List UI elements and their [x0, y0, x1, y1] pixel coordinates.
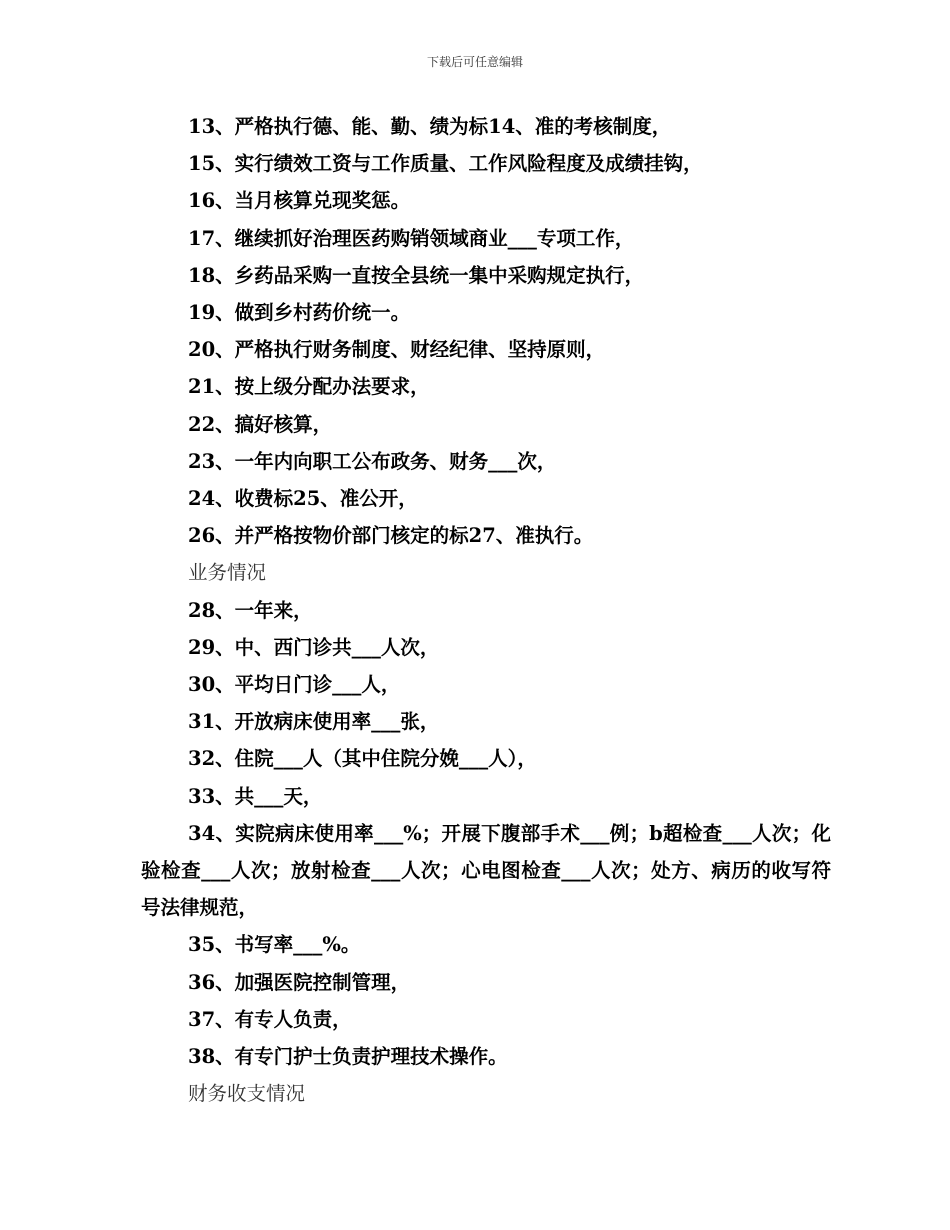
paragraph-33: 33、共___天， [188, 784, 323, 808]
paragraph-34: 34、实院病床使用率___%；开展下腹部手术___例；b超检查___人次；化验检查___人次；放射检查___人次；心电图检查___人次；处方、病历的收写符号法律规范， [141, 821, 831, 920]
paragraph-16: 16、当月核算兑现奖惩。 [188, 189, 411, 213]
paragraph-22: 22、搞好核算， [188, 412, 333, 436]
section-heading-business: 业务情况 [188, 561, 267, 585]
paragraph-28: 28、一年来， [188, 598, 313, 622]
paragraph-37: 37、有专人负责， [188, 1007, 352, 1031]
paragraph-26: 26、并严格按物价部门核定的标27、准执行。 [188, 524, 594, 548]
section-heading-finance: 财务收支情况 [188, 1082, 306, 1106]
paragraph-31: 31、开放病床使用率___张， [188, 710, 440, 734]
paragraph-32: 32、住院___人（其中住院分娩___人）， [188, 747, 537, 771]
document-body [141, 108, 831, 1112]
paragraph-20: 20、严格执行财务制度、财经纪律、坚持原则， [188, 338, 606, 362]
paragraph-30: 30、平均日门诊___人， [188, 673, 401, 697]
page-header: 下载后可任意编辑 [426, 55, 523, 69]
paragraph-19: 19、做到乡村药价统一。 [188, 301, 411, 325]
paragraph-24: 24、收费标25、准公开， [188, 487, 418, 511]
paragraph-36: 36、加强医院控制管理， [188, 970, 411, 994]
paragraph-23: 23、一年内向职工公布政务、财务___次， [188, 449, 557, 473]
paragraph-18: 18、乡药品采购一直按全县统一集中采购规定执行， [188, 263, 645, 287]
paragraph-35: 35、书写率___%。 [188, 933, 361, 957]
paragraph-29: 29、中、西门诊共___人次， [188, 635, 440, 659]
paragraph-13: 13、严格执行德、能、勤、绩为标14、准的考核制度， [188, 115, 672, 138]
paragraph-17: 17、继续抓好治理医药购销领域商业___专项工作， [188, 226, 635, 250]
paragraph-38: 38、有专门护士负责护理技术操作。 [188, 1045, 508, 1069]
paragraph-21: 21、按上级分配办法要求， [188, 375, 430, 399]
paragraph-15: 15、实行绩效工资与工作质量、工作风险程度及成绩挂钩， [188, 152, 703, 176]
